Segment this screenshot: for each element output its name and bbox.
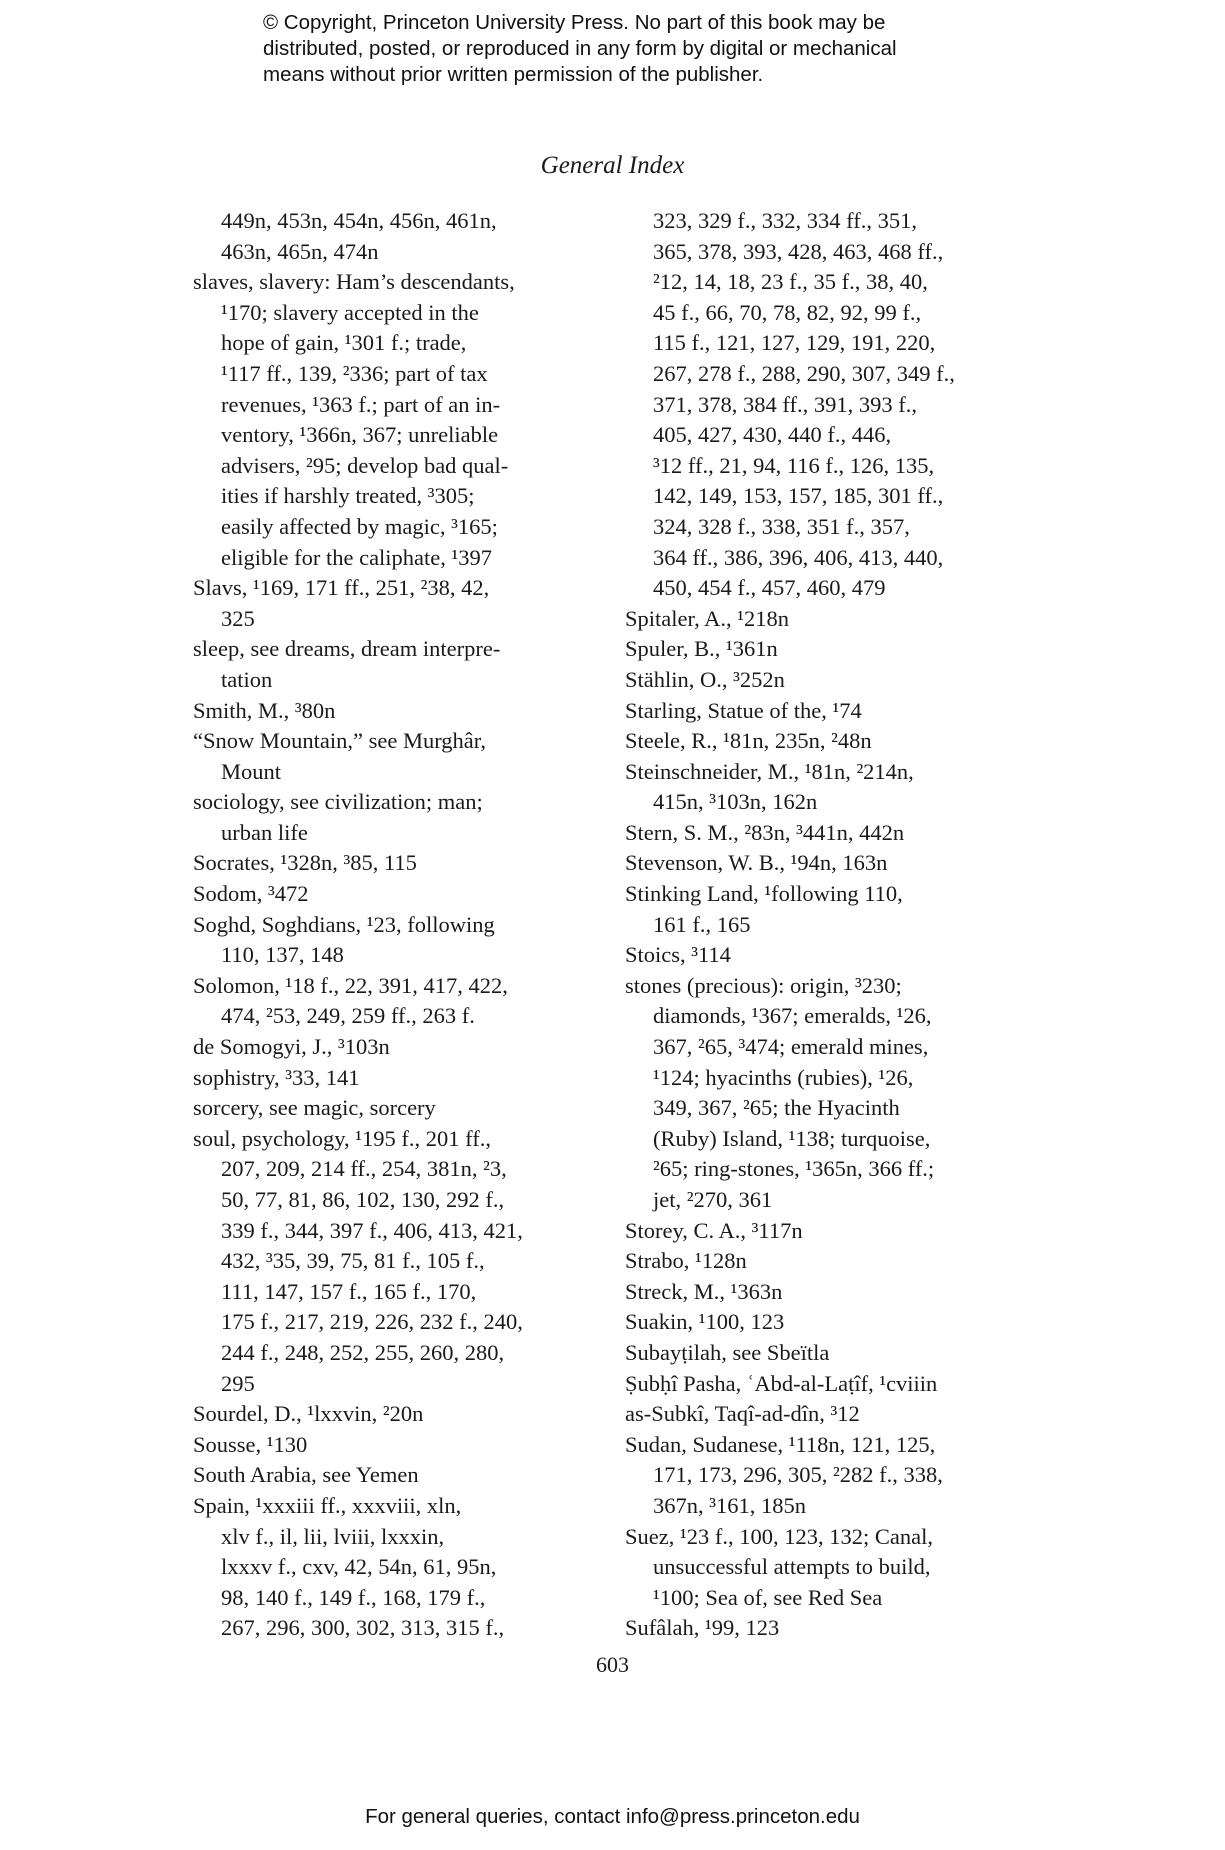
index-line: 474, ²53, 249, 259 ff., 263 f. xyxy=(221,1003,475,1029)
index-line: ¹170; slavery accepted in the xyxy=(221,299,479,325)
index-line: hope of gain, ¹301 f.; trade, xyxy=(221,330,467,356)
index-line: Spitaler, A., ¹218n xyxy=(625,605,789,631)
index-entry xyxy=(597,848,1017,879)
index-entry-continued xyxy=(597,206,1017,604)
index-line: 325 xyxy=(221,605,255,631)
index-line: Stoics, ³114 xyxy=(625,942,731,968)
running-head: General Index xyxy=(540,152,685,179)
index-line: 98, 140 f., 149 f., 168, 179 f., xyxy=(221,1584,486,1610)
index-line: 244 f., 248, 252, 255, 260, 280, xyxy=(221,1339,505,1365)
index-line: sophistry, ³33, 141 xyxy=(193,1064,360,1090)
index-line: Smith, M., ³80n xyxy=(193,697,336,723)
index-line: Mount xyxy=(221,758,282,784)
index-entry xyxy=(597,757,1017,818)
index-line: jet, ²270, 361 xyxy=(653,1187,773,1212)
index-line: 115 f., 121, 127, 129, 191, 220, xyxy=(653,330,936,356)
index-entry xyxy=(597,696,1017,727)
index-line: ²12, 14, 18, 23 f., 35 f., 38, 40, xyxy=(653,269,928,295)
index-line: Stinking Land, ¹following 110, xyxy=(625,881,903,907)
index-entry xyxy=(165,696,595,727)
index-line: 450, 454 f., 457, 460, 479 xyxy=(653,575,886,601)
index-line: Slavs, ¹169, 171 ff., 251, ²38, 42, xyxy=(193,575,490,601)
index-line: 324, 328 f., 338, 351 f., 357, xyxy=(653,513,910,539)
index-line: Soghd, Soghdians, ¹23, following xyxy=(193,911,495,937)
index-line: 267, 278 f., 288, 290, 307, 349 f., xyxy=(653,360,955,386)
index-line: ¹124; hyacinths (rubies), ¹26, xyxy=(653,1064,914,1090)
index-entry xyxy=(597,940,1017,971)
index-line: easily affected by magic, ³165; xyxy=(221,513,498,539)
index-line: 371, 378, 384 ff., 391, 393 f., xyxy=(653,391,917,417)
index-line: 295 xyxy=(221,1370,255,1396)
index-entry xyxy=(597,634,1017,665)
index-entry xyxy=(597,1307,1017,1338)
index-line: as-Subkî, Taqî-ad-dîn, ³12 xyxy=(625,1401,860,1427)
index-line: Ṣubḥî Pasha, ʿAbd-al-Laṭîf, ¹cviiin xyxy=(625,1370,938,1396)
index-entry xyxy=(597,1430,1017,1522)
index-line: eligible for the caliphate, ¹397 xyxy=(221,544,493,570)
index-entry xyxy=(597,1369,1017,1400)
index-entry xyxy=(597,1338,1017,1369)
index-entry xyxy=(597,1246,1017,1277)
index-line: Spain, ¹xxxiii ff., xxxviii, xln, xyxy=(193,1492,462,1518)
index-line: 367, ²65, ³474; emerald mines, xyxy=(653,1034,929,1060)
copyright-notice xyxy=(263,10,1023,88)
index-column-right xyxy=(597,206,1017,1644)
index-line: 161 f., 165 xyxy=(653,911,751,937)
index-entry xyxy=(165,1460,595,1491)
index-entry xyxy=(165,267,595,573)
index-line: soul, psychology, ¹195 f., 201 ff., xyxy=(193,1125,491,1151)
index-line: 323, 329 f., 332, 334 ff., 351, xyxy=(653,208,917,233)
index-line: stones (precious): origin, ³230; xyxy=(625,972,902,998)
index-line: Storey, C. A., ³117n xyxy=(625,1217,803,1243)
index-line: 110, 137, 148 xyxy=(221,942,344,968)
index-line: Solomon, ¹18 f., 22, 391, 417, 422, xyxy=(193,972,508,998)
index-entry xyxy=(165,1063,595,1094)
index-entry xyxy=(165,787,595,848)
index-line: sleep, see dreams, dream interpre- xyxy=(193,636,501,662)
index-entry xyxy=(597,971,1017,1216)
index-entry xyxy=(165,1032,595,1063)
index-line: 405, 427, 430, 440 f., 446, xyxy=(653,422,892,448)
index-entry xyxy=(165,879,595,910)
index-line: 45 f., 66, 70, 78, 82, 92, 99 f., xyxy=(653,299,922,325)
index-entry xyxy=(597,1522,1017,1614)
index-line: Sousse, ¹130 xyxy=(193,1431,308,1457)
index-line: 171, 173, 296, 305, ²282 f., 338, xyxy=(653,1462,943,1488)
index-line: “Snow Mountain,” see Murghâr, xyxy=(193,728,487,754)
index-line: Stählin, O., ³252n xyxy=(625,666,785,692)
index-line: 367n, ³161, 185n xyxy=(653,1492,806,1518)
index-entry xyxy=(597,665,1017,696)
index-line: 432, ³35, 39, 75, 81 f., 105 f., xyxy=(221,1248,485,1274)
index-line: ities if harshly treated, ³305; xyxy=(221,483,475,509)
index-line: tation xyxy=(221,666,273,692)
index-line: 267, 296, 300, 302, 313, 315 f., xyxy=(221,1615,505,1641)
index-line: Spuler, B., ¹361n xyxy=(625,636,778,662)
index-column-left xyxy=(165,206,595,1644)
index-line: slaves, slavery: Ham’s descendants, xyxy=(193,269,515,295)
index-entry xyxy=(165,726,595,787)
index-line: Sufâlah, ¹99, 123 xyxy=(625,1615,780,1641)
index-line: Socrates, ¹328n, ³85, 115 xyxy=(193,850,417,876)
index-entry xyxy=(165,971,595,1032)
index-line: ³12 ff., 21, 94, 116 f., 126, 135, xyxy=(653,452,935,478)
copyright-line: distributed, posted, or reproduced in any form by digital or mechanical xyxy=(263,37,897,60)
index-line: unsuccessful attempts to build, xyxy=(653,1554,931,1580)
index-entry xyxy=(165,1491,595,1644)
index-line: xlv f., il, lii, lviii, lxxxin, xyxy=(221,1523,445,1549)
index-line: 415n, ³103n, 162n xyxy=(653,789,818,815)
index-entry xyxy=(597,1277,1017,1308)
index-line: de Somogyi, J., ³103n xyxy=(193,1034,390,1060)
index-line: diamonds, ¹367; emeralds, ¹26, xyxy=(653,1003,932,1029)
index-line: ¹117 ff., 139, ²336; part of tax xyxy=(221,360,488,386)
index-entry xyxy=(597,879,1017,940)
index-line: 111, 147, 157 f., 165 f., 170, xyxy=(221,1278,477,1304)
index-line: 142, 149, 153, 157, 185, 301 ff., xyxy=(653,483,944,509)
index-line: Steinschneider, M., ¹81n, ²214n, xyxy=(625,758,914,784)
index-entry-continued xyxy=(165,206,595,267)
index-entry xyxy=(165,1399,595,1430)
index-line: lxxxv f., cxv, 42, 54n, 61, 95n, xyxy=(221,1554,497,1580)
index-line: 207, 209, 214 ff., 254, 381n, ²3, xyxy=(221,1156,507,1182)
footer-contact: For general queries, contact info@press.princeton.edu xyxy=(365,1805,860,1828)
index-entry xyxy=(165,634,595,695)
index-entry xyxy=(597,1613,1017,1644)
index-line: Steele, R., ¹81n, 235n, ²48n xyxy=(625,728,872,754)
index-line: Strabo, ¹128n xyxy=(625,1248,747,1274)
index-line: 365, 378, 393, 428, 463, 468 ff., xyxy=(653,238,944,264)
index-entry xyxy=(165,1093,595,1124)
index-line: (Ruby) Island, ¹138; turquoise, xyxy=(653,1125,931,1151)
index-line: advisers, ²95; develop bad qual- xyxy=(221,452,509,478)
index-line: revenues, ¹363 f.; part of an in- xyxy=(221,391,501,417)
copyright-line: © Copyright, Princeton University Press. No part of this book may be xyxy=(263,11,886,34)
index-entry xyxy=(165,1430,595,1461)
index-entry xyxy=(597,818,1017,849)
index-line: Starling, Statue of the, ¹74 xyxy=(625,697,862,723)
index-line: ¹100; Sea of, see Red Sea xyxy=(653,1584,883,1610)
index-line: 339 f., 344, 397 f., 406, 413, 421, xyxy=(221,1217,523,1243)
index-line: Sourdel, D., ¹lxxvin, ²20n xyxy=(193,1401,424,1427)
index-entry xyxy=(165,910,595,971)
index-line: 463n, 465n, 474n xyxy=(221,238,379,264)
page-number: 603 xyxy=(596,1652,629,1677)
index-line: sorcery, see magic, sorcery xyxy=(193,1095,436,1121)
copyright-line: means without prior written permission of the publisher. xyxy=(263,63,764,86)
index-line: 364 ff., 386, 396, 406, 413, 440, xyxy=(653,544,944,570)
index-line: 50, 77, 81, 86, 102, 130, 292 f., xyxy=(221,1187,505,1212)
index-line: Subayṭilah, see Sbeïtla xyxy=(625,1339,830,1365)
index-entry xyxy=(597,726,1017,757)
index-line: Sudan, Sudanese, ¹118n, 121, 125, xyxy=(625,1431,936,1457)
index-line: sociology, see civilization; man; xyxy=(193,789,483,815)
index-line: Stern, S. M., ²83n, ³441n, 442n xyxy=(625,819,905,845)
index-line: Streck, M., ¹363n xyxy=(625,1278,783,1304)
index-line: Stevenson, W. B., ¹94n, 163n xyxy=(625,850,888,876)
index-entry xyxy=(165,1124,595,1399)
index-line: ventory, ¹366n, 367; unreliable xyxy=(221,422,499,448)
index-line: urban life xyxy=(221,819,308,845)
index-entry xyxy=(597,604,1017,635)
index-line: South Arabia, see Yemen xyxy=(193,1462,419,1488)
index-entry xyxy=(597,1399,1017,1430)
index-line: Suez, ¹23 f., 100, 123, 132; Canal, xyxy=(625,1523,933,1549)
index-line: 175 f., 217, 219, 226, 232 f., 240, xyxy=(221,1309,523,1335)
index-entry xyxy=(165,848,595,879)
index-entry xyxy=(597,1216,1017,1247)
index-line: Sodom, ³472 xyxy=(193,881,309,907)
index-line: 349, 367, ²65; the Hyacinth xyxy=(653,1095,900,1121)
index-line: 449n, 453n, 454n, 456n, 461n, xyxy=(221,208,497,233)
index-line: ²65; ring-stones, ¹365n, 366 ff.; xyxy=(653,1156,935,1182)
index-line: Suakin, ¹100, 123 xyxy=(625,1309,785,1335)
index-entry xyxy=(165,573,595,634)
